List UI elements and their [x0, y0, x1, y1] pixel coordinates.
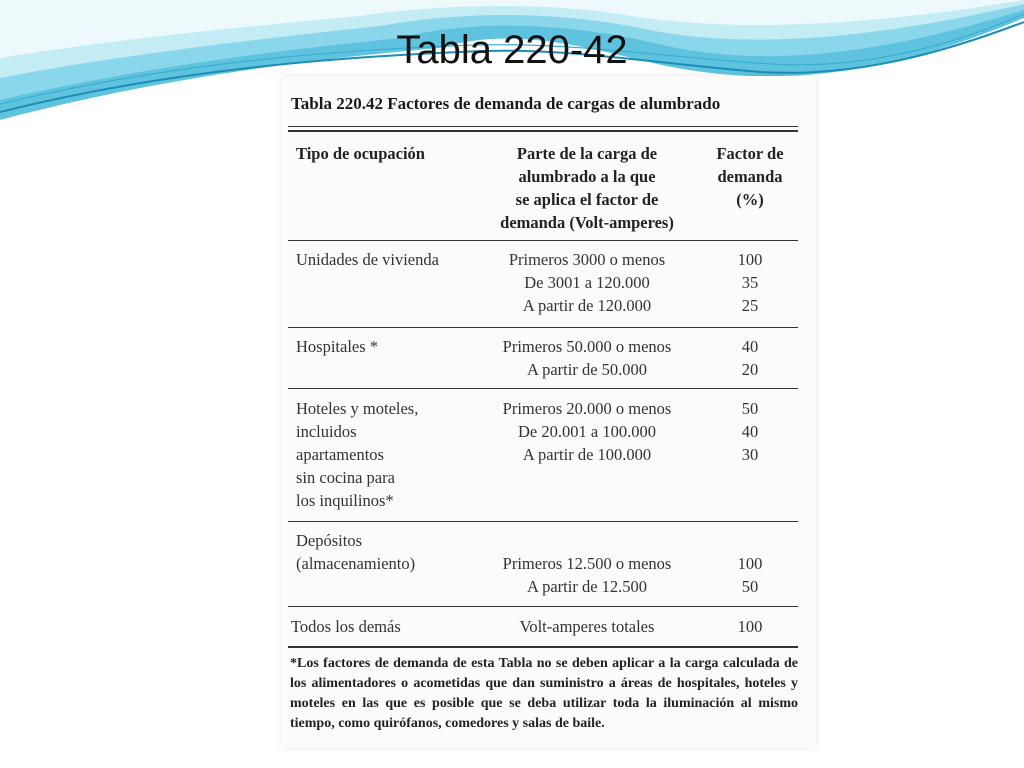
row-todos-factor: 100 [737, 617, 763, 636]
row-todos-parte: Volt-amperes totales [519, 617, 655, 636]
row-hospitales-ocupacion: Hospitales * [296, 337, 379, 356]
scanned-table [282, 76, 816, 748]
row-depositos-parte: Primeros 12.500 o menos A partir de 12.500 [502, 554, 672, 596]
header-parte-carga: Parte de la carga de alumbrado a la que se aplica el factor de demanda (Volt-amperes) [500, 144, 674, 232]
bottom-rule [288, 646, 798, 648]
header-tipo-ocupacion: Tipo de ocupación [296, 144, 425, 163]
row-hoteles-ocupacion: Hoteles y moteles, incluidos apartamentos sin cocina para los inquilinos* [296, 399, 419, 510]
row-vivienda-factor: 100 35 25 [737, 250, 763, 315]
header-factor-demanda: Factor de demanda (%) [716, 144, 784, 209]
table-title: Tabla 220.42 Factores de demanda de cargas de alumbrado [291, 94, 721, 113]
row-hospitales-factor: 40 20 [741, 337, 759, 379]
row-depositos-ocupacion: Depósitos (almacenamiento) [296, 531, 416, 573]
row-hospitales-parte: Primeros 50.000 o menos A partir de 50.000 [502, 337, 672, 379]
row-vivienda-ocupacion: Unidades de vivienda [296, 250, 439, 269]
row-hoteles-parte: Primeros 20.000 o menos De 20.001 a 100.000 A partir de 100.000 [502, 399, 672, 464]
top-rule [288, 126, 798, 127]
row-depositos-factor: 100 50 [737, 554, 763, 596]
slide-title: Tabla 220-42 [396, 28, 628, 72]
row-hoteles-factor: 50 40 30 [741, 399, 759, 464]
row-vivienda-parte: Primeros 3000 o menos De 3001 a 120.000 A partir de 120.000 [508, 250, 666, 315]
row-divider [288, 521, 798, 522]
row-divider [288, 327, 798, 328]
table-footnote: *Los factores de demanda de esta Tabla no se deben aplicar a la carga calculada de los alimentadores o acometidas que dan suministro a áreas de hospitales, hoteles y moteles en las que es posible que se deba utilizar toda la iluminación al mismo tiempo, como quirófanos, comedores y salas de baile. [290, 656, 798, 731]
row-todos-ocupacion: Todos los demás [291, 617, 401, 636]
top-rule-double [288, 130, 798, 132]
row-divider [288, 388, 798, 389]
row-divider [288, 240, 798, 241]
row-divider [288, 606, 798, 607]
